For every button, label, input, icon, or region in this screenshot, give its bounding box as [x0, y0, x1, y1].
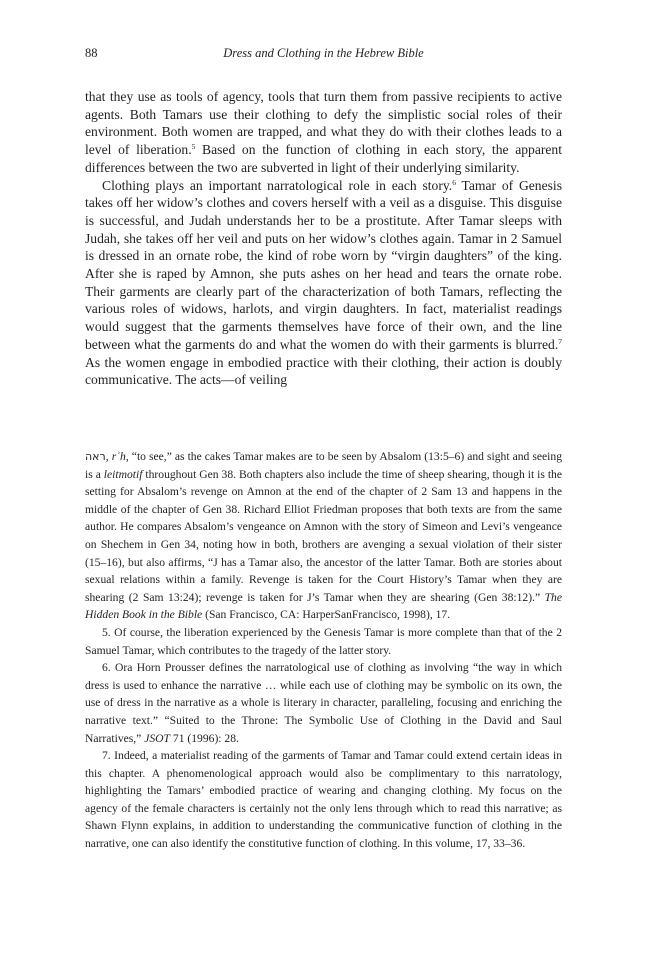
footnote-7: 7. Indeed, a materialist reading of the garments of Tamar and Tamar could extend certain ideas in this chapter. A phenomenological approach would also be complimentary to this narratology, highlighting the Tamars’ embodied practice of wearing and changing clothing. My focus on the agency of the female characters is certainly not the only lens through which to read this narrative; as Shawn Flynn explains, in addition to understanding the communicative function of clothing in the narrative, one can also identify the constitutive function of clothing. In this volume, 17, 33–36.	[85, 749, 562, 851]
journal-title: JSOT	[144, 731, 170, 745]
footnote-6: 6. Ora Horn Prousser defines the narratological use of clothing as involving “the way in which dress is used to enhance the narrative … while each use of clothing may be symbolic on its own, the use of dress in the narrative as a whole is literary in character, paralleling, focusing and enriching the narrative text.” “Suited to the Throne: The Symbolic Use of Clothing in the David and Saul Narratives,” JSOT 71 (1996): 28.	[85, 661, 562, 745]
book-page	[85, 0, 562, 975]
paragraph-continued: that they use as tools of agency, tools that turn them from passive recipients to active agents. Both Tamars use their clothing to defy the simplistic social roles of their environment. Both women are trapped, and what they do with their clothes leads to a level of liberation.$^5$ Based on the function of clothing in each story, the apparent differences between the two are subverted in light of their underlying similarity.	[85, 89, 562, 175]
hebrew-word: ראה	[85, 450, 106, 463]
running-title: Dress and Clothing in the Hebrew Bible	[223, 46, 424, 60]
transliteration: rʾh	[111, 450, 126, 463]
footnote-5: 5. Of course, the liberation experienced by the Genesis Tamar is more complete than that of the 2 Samuel Tamar, which contributes to the tragedy of the latter story.	[85, 625, 562, 657]
footnote-continued: ראה, rʾh, “to see,” as the cakes Tamar makes are to be seen by Absalom (13:5–6) and sight and seeing is a leitmotif throughout Gen 38. Both chapters also include the time of sheep shearing, though it is the setting for Absalom’s revenge on Amnon at the end of the chapter of 2 Sam 13 and happens in the middle of the chapter of Gen 38. Richard Elliot Friedman proposes that both texts are from the same author. He compares Absalom’s vengeance on Amnon with the story of Simeon and Levi’s vengeance on Shechem in Gen 34, noting how in both, brothers are avenging a sexual violation of their sister (15–16), but also affirms, “J has a Tamar also, the ancestor of the latter Tamar. Both are stories about sexual relations within a family. Revenge is taken for the Court History’s Tamar when they are shearing (2 Sam 13:24); revenge is taken for J’s Tamar when they are shearing (Gen 38:12).” The Hidden Book in the Bible (San Francisco, CA: HarperSanFrancisco, 1998), 17.	[85, 450, 562, 622]
footnote-ref-7[interactable]: 7	[558, 336, 562, 346]
book-title: The Hidden Book in the Bible	[85, 590, 562, 622]
main-text	[85, 88, 562, 389]
footnote-ref-5[interactable]: 5	[191, 142, 196, 152]
running-header	[85, 46, 562, 62]
footnotes	[85, 448, 562, 853]
paragraph-clothing: Clothing plays an important narratological role in each story.$^6$ Tamar of Genesis takes off her widow’s clothes and covers herself with a veil as a disguise. This disguise is successful, and Judah understands her to be a prostitute. After Tamar sleeps with Judah, she takes off her veil and puts on her widow’s clothes again. Tamar in 2 Samuel is dressed in an ornate robe, the kind of robe worn by “virgin daughters” of the king. After she is raped by Amnon, she puts ashes on her head and tears the ornate robe. Their garments are clearly part of the characterization of both Tamars, reflecting the various roles of widows, harlots, and virgin daughters. In fact, materialist readings would suggest that the garments themselves have force of their own, and the line between what the garments do and what the women do with their garments is blurred.$^7$ As the women engage in embodied practice with their clothing, their action is doubly communicative. The acts—of veiling	[85, 177, 562, 388]
footnote-ref-6[interactable]: 6	[452, 177, 456, 187]
page-number: 88	[85, 46, 98, 60]
